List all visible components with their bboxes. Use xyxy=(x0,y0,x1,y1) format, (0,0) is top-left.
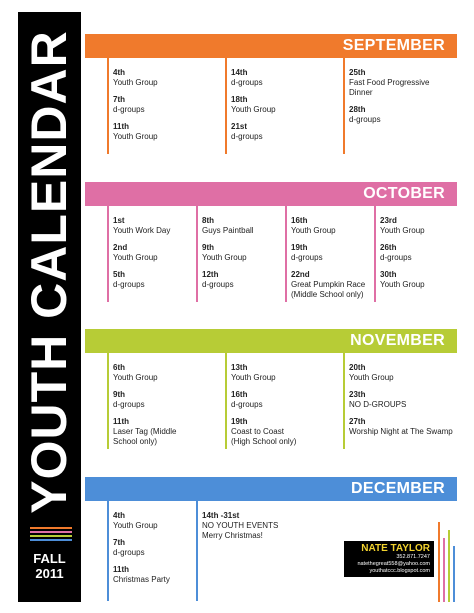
stripe-blue xyxy=(30,539,72,541)
entry-date: 7th xyxy=(113,538,125,547)
calendar-entry xyxy=(109,68,225,88)
week-column xyxy=(107,353,225,449)
entry-date: 7th xyxy=(113,95,125,104)
calendar-entry xyxy=(345,390,455,410)
entry-date: 11th xyxy=(113,417,130,426)
entry-text: Fast Food Progressive Dinner xyxy=(349,78,430,97)
calendar-title: YOUTH CALENDAR xyxy=(21,30,77,514)
contact-name: NATE TAYLOR xyxy=(361,543,430,554)
calendar-entry xyxy=(109,538,195,558)
entry-text: Youth Group xyxy=(349,373,394,382)
entry-date: 16th xyxy=(291,216,308,225)
entry-date: 16th xyxy=(231,390,248,399)
calendar-entry xyxy=(227,390,343,410)
entry-text: d-groups xyxy=(113,280,145,289)
month-october xyxy=(85,182,457,307)
calendar-entry xyxy=(376,270,454,290)
entry-text: d-groups xyxy=(113,105,145,114)
entry-date: 4th xyxy=(113,68,125,77)
entry-date: 13th xyxy=(231,363,248,372)
calendar-entry xyxy=(287,270,373,300)
entry-text: NO YOUTH EVENTS Merry Christmas! xyxy=(202,521,279,540)
month-band xyxy=(85,477,457,501)
color-stripes xyxy=(30,527,72,543)
entry-date: 22nd xyxy=(291,270,310,279)
calendar-entry xyxy=(109,565,195,585)
calendar-entry xyxy=(227,363,343,383)
contact-email: natethegreat558@yahoo.com xyxy=(357,561,430,567)
calendar-entry xyxy=(109,511,195,531)
calendar-entry xyxy=(109,122,225,142)
calendar-entry xyxy=(109,95,225,115)
entry-date: 4th xyxy=(113,511,125,520)
month-band xyxy=(85,329,457,353)
entry-date: 11th xyxy=(113,565,130,574)
entry-text: d-groups xyxy=(231,400,263,409)
week-column xyxy=(196,206,284,302)
entry-text: Youth Group xyxy=(231,105,276,114)
week-column xyxy=(285,206,373,302)
calendar-entry xyxy=(227,122,343,142)
contact-card xyxy=(344,541,434,577)
stripe-green xyxy=(30,535,72,537)
bar-pink xyxy=(443,538,445,602)
entry-date: 9th xyxy=(113,390,125,399)
month-name: SEPTEMBER xyxy=(342,37,445,54)
entry-date: 25th xyxy=(349,68,366,77)
entry-text: Coast to Coast (High School only) xyxy=(231,427,297,446)
entry-date: 14th xyxy=(231,68,248,77)
entry-date: 20th xyxy=(349,363,366,372)
entry-text: Guys Paintball xyxy=(202,226,254,235)
entry-text: Youth Group xyxy=(113,253,158,262)
entry-date: 19th xyxy=(231,417,248,426)
calendar-entry xyxy=(345,417,455,437)
entry-text: Worship Night at The Swamp xyxy=(349,427,453,436)
week-column xyxy=(107,206,195,302)
week-column xyxy=(343,58,455,154)
month-band xyxy=(85,34,457,58)
calendar-entry xyxy=(198,243,284,263)
entry-text: NO D-GROUPS xyxy=(349,400,407,409)
calendar-entry xyxy=(287,243,373,263)
entry-text: Laser Tag (Middle School only) xyxy=(113,427,177,446)
entry-text: d-groups xyxy=(349,115,381,124)
entry-date: 5th xyxy=(113,270,125,279)
stripe-pink xyxy=(30,531,72,533)
entry-text: Youth Group xyxy=(113,521,158,530)
calendar-entry xyxy=(198,216,284,236)
entry-date: 30th xyxy=(380,270,397,279)
season-year: 2011 xyxy=(35,565,64,581)
entry-text: d-groups xyxy=(113,400,145,409)
entry-date: 6th xyxy=(113,363,125,372)
week-column xyxy=(107,58,225,154)
month-name: NOVEMBER xyxy=(350,332,445,349)
calendar-entry xyxy=(287,216,373,236)
entry-text: Youth Work Day xyxy=(113,226,171,235)
entry-text: Great Pumpkin Race (Middle School only) xyxy=(291,280,366,299)
calendar-entry xyxy=(109,363,225,383)
entry-text: d-groups xyxy=(113,548,145,557)
calendar-entry xyxy=(376,243,454,263)
entry-text: Youth Group xyxy=(231,373,276,382)
month-november xyxy=(85,329,457,454)
entry-date: 18th xyxy=(231,95,248,104)
season-label xyxy=(18,552,81,582)
calendar-entry xyxy=(376,216,454,236)
month-name: DECEMBER xyxy=(351,480,445,497)
calendar-entry xyxy=(227,68,343,88)
entry-date: 21st xyxy=(231,122,248,131)
week-column xyxy=(374,206,454,302)
month-name: OCTOBER xyxy=(363,185,445,202)
month-december xyxy=(85,477,457,602)
week-column xyxy=(107,501,195,601)
entry-date: 23th xyxy=(349,390,366,399)
entry-text: d-groups xyxy=(231,78,263,87)
calendar-entry xyxy=(109,243,195,263)
calendar-entry xyxy=(227,95,343,115)
entry-text: Youth Group xyxy=(113,132,158,141)
calendar-entry xyxy=(109,390,225,410)
decorative-bars xyxy=(438,522,458,602)
week-column xyxy=(196,501,326,601)
entry-text: Youth Group xyxy=(113,373,158,382)
entry-text: d-groups xyxy=(291,253,323,262)
entry-date: 23rd xyxy=(380,216,397,225)
contact-phone: 352.871.7247 xyxy=(396,554,430,560)
entry-text: Youth Group xyxy=(380,280,425,289)
bar-orange xyxy=(438,522,440,602)
calendar-entry xyxy=(345,363,455,383)
entry-date: 2nd xyxy=(113,243,128,252)
calendar-entry xyxy=(109,216,195,236)
bar-green xyxy=(448,530,450,602)
entry-date: 27th xyxy=(349,417,366,426)
entry-date: 12th xyxy=(202,270,219,279)
entry-text: d-groups xyxy=(231,132,263,141)
entry-date: 28th xyxy=(349,105,366,114)
entry-text: Youth Group xyxy=(380,226,425,235)
entry-date: 1st xyxy=(113,216,125,225)
entry-date: 8th xyxy=(202,216,214,225)
contact-website: youthatccc.blogspot.com xyxy=(369,568,430,574)
bar-blue xyxy=(453,546,455,602)
week-column xyxy=(225,58,343,154)
entry-date: 19th xyxy=(291,243,308,252)
entry-date: 11th xyxy=(113,122,130,131)
entry-text: Youth Group xyxy=(113,78,158,87)
week-column xyxy=(225,353,343,449)
calendar-entry xyxy=(198,511,326,541)
entry-text: Youth Group xyxy=(202,253,247,262)
month-band xyxy=(85,182,457,206)
entry-text: Christmas Party xyxy=(113,575,170,584)
entry-date: 26th xyxy=(380,243,397,252)
entry-text: d-groups xyxy=(380,253,412,262)
calendar-entry xyxy=(345,105,455,125)
season-term: FALL xyxy=(33,551,66,566)
entry-text: d-groups xyxy=(202,280,234,289)
entry-date: 9th xyxy=(202,243,214,252)
calendar-entry xyxy=(109,417,225,447)
entry-date: 14th -31st xyxy=(202,511,240,520)
calendar-entry xyxy=(109,270,195,290)
calendar-entry xyxy=(345,68,455,98)
calendar-entry xyxy=(227,417,343,447)
stripe-orange xyxy=(30,527,72,529)
entry-text: Youth Group xyxy=(291,226,336,235)
week-column xyxy=(343,353,455,449)
calendar-entry xyxy=(198,270,284,290)
month-september xyxy=(85,34,457,159)
